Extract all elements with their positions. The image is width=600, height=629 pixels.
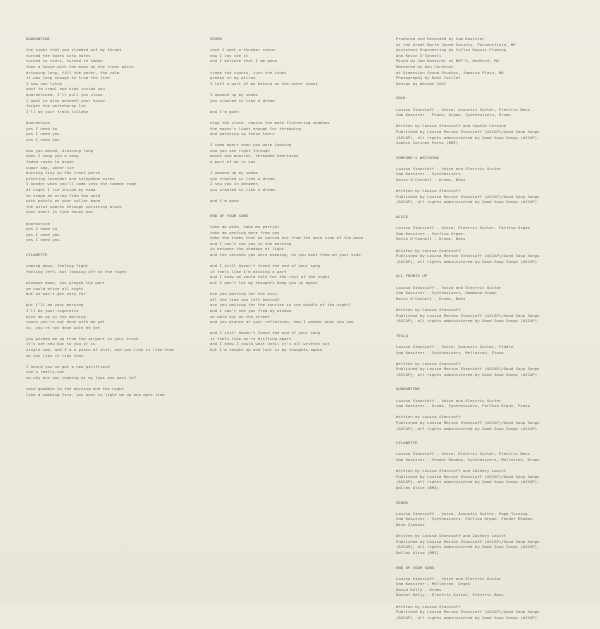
section-title: END OF YOUR SONG bbox=[210, 212, 249, 218]
text-line: Kevin O'Connell - Drums, Bass bbox=[396, 177, 466, 183]
text-line: Assistant Engineering by Collin Dupuis Fleming bbox=[396, 47, 507, 53]
text-line: (ASCAP), all rights administered by Good Soup Songs (ASCAP) bbox=[396, 318, 538, 324]
text-line: Sam Kassirer - Fender Rhodes, Synthesizers, Mellotron, Drums bbox=[396, 457, 540, 462]
text-line: I saw you lying bbox=[26, 80, 62, 86]
text-line: then a house with the moon on the front porch bbox=[26, 63, 134, 69]
text-line: dripping long, fill the water, the calm bbox=[26, 69, 120, 75]
text-line: Published by Louisa Marion Stancioff (ASCAP)/Good Soup Songs bbox=[396, 420, 540, 426]
text-line: it feels like we're drifting apart bbox=[210, 335, 292, 341]
text-line: I heard you've got a new girlfriend bbox=[26, 363, 110, 369]
text-line: and you glance at your reflection, how I wonder what you see bbox=[210, 319, 354, 325]
text-line: Sam Kassirer - Synthesizers, Hammond Organ bbox=[396, 290, 497, 296]
text-line: Louisa Stancioff - Voice and Electric Guitar bbox=[396, 575, 502, 581]
text-line: at night I lie inside my head bbox=[26, 187, 96, 193]
text-line: Published by Louisa Marion Stancioff (ASCAP)/Good Soup Songs bbox=[396, 193, 540, 199]
text-line: stop the clock, unpick the moth fluttering shadows bbox=[210, 119, 330, 125]
text-line: Published by Louisa Marion Stancioff (ASCAP)/Good Soup Songs bbox=[396, 609, 540, 615]
text-line: with petals on your collar bone bbox=[26, 198, 101, 204]
text-line: the night that you climbed out my throat bbox=[26, 47, 122, 53]
text-section bbox=[396, 36, 592, 86]
text-line: quarantine bbox=[26, 220, 50, 226]
text-line: Published by Louisa Marion Stancioff (ASCAP)/Good Soup Songs bbox=[396, 253, 540, 259]
text-line: how you moved, draining long bbox=[26, 147, 93, 153]
text-line: and the seconds you were keeping, oh you kept them on your side bbox=[210, 251, 361, 257]
text-line: now you see right through bbox=[210, 147, 270, 153]
text-line: she's really hot bbox=[26, 369, 65, 375]
text-line: I opened up my seams bbox=[210, 91, 258, 97]
text-line: windows down, you played the part bbox=[26, 279, 105, 285]
text-line: yes I need you bbox=[26, 231, 60, 237]
text-line: you crawled in like a dream bbox=[210, 97, 275, 103]
text-line: at Dimension Sound Studios, Jamaica Plain, MA bbox=[396, 69, 504, 75]
text-line: oh you like it like that bbox=[26, 352, 84, 358]
text-line: Written by Louisa Stancioff bbox=[396, 188, 461, 194]
text-line: take me wanting more from you bbox=[210, 229, 280, 235]
text-line: David Kelly - Drums bbox=[396, 586, 442, 592]
text-line: take me wide, take me partial bbox=[210, 224, 280, 229]
text-line: but I won't let my thoughts keep you up again bbox=[210, 279, 318, 285]
text-line: to shape an arrow from the wold bbox=[26, 192, 101, 198]
text-line: you picked me up from the airport in your truck bbox=[26, 335, 139, 341]
text-line: quarantined, I'll pull you close bbox=[26, 91, 103, 97]
text-line: Kevin O'Connell - Drums, Bass bbox=[396, 236, 466, 242]
text-line: coming down, feeling light bbox=[26, 263, 89, 269]
text-section bbox=[396, 214, 592, 264]
text-line: and I believe that I am gone bbox=[210, 58, 277, 64]
text-line: printing lavender and telephone wires bbox=[26, 175, 115, 181]
text-line: grease in my pillow bbox=[210, 75, 256, 81]
text-line: but we won't get very far bbox=[26, 291, 86, 297]
text-line: (ASCAP), all rights administered by Good Soup Songs (ASCAP) bbox=[396, 258, 538, 264]
text-line: and I know I could wait until it's all written out bbox=[210, 341, 330, 347]
text-line: (ASCAP), all rights administered by Good Soup Songs (ASCAP) bbox=[396, 199, 538, 205]
text-line: Written by Louisa Stancioff and Sophie Corinne bbox=[396, 123, 507, 129]
text-line: Written by Louisa Stancioff bbox=[396, 247, 461, 253]
text-line: it feels like I'm missing a part bbox=[210, 268, 287, 274]
text-section bbox=[210, 36, 390, 204]
text-section bbox=[396, 386, 592, 431]
section-title: ALL FRONTS UP bbox=[396, 273, 428, 279]
text-line: Written by Louisa Stancioff bbox=[396, 360, 461, 366]
text-section bbox=[396, 155, 592, 205]
text-line: Louisa Stancioff - Voice and Electric Guitar bbox=[396, 397, 502, 403]
text-line: Louisa Stancioff - Voice, Acoustic Guitar, Page Turning bbox=[396, 510, 528, 516]
lyrics-column-left bbox=[26, 36, 194, 406]
text-line: sugar sap, water sin bbox=[26, 164, 74, 170]
text-line: Written by Louisa Stancioff bbox=[396, 603, 461, 609]
text-line: bones and muscles, threaded heartache bbox=[210, 153, 299, 159]
text-line: we could drive all night bbox=[26, 285, 84, 291]
text-line: you crawled in like a dream bbox=[210, 187, 275, 193]
text-line: turned the knots into notes bbox=[26, 52, 91, 58]
text-line: like a smoking fire, you want to light me up one more time bbox=[26, 391, 165, 397]
text-line: Sophie Corinne Parks (BMI) bbox=[396, 140, 459, 146]
text-section bbox=[396, 440, 592, 490]
text-line: (ASCAP), all rights administered by Good Soup Songs (ASCAP), bbox=[396, 134, 540, 140]
section-title: SOMEONE'S WATCHING bbox=[396, 154, 440, 160]
text-line: feeling left, but looking off to the right bbox=[26, 268, 127, 274]
text-line: at the Great North Sound Society, Parsonsfield, ME bbox=[396, 41, 516, 47]
text-line: Daniel Kelly - Electric Guitar, Electric Bass bbox=[396, 592, 504, 598]
text-line: (ASCAP), all rights administered by Good Soup Songs (ASCAP), bbox=[396, 544, 540, 550]
text-line: Published by Louisa Marion Stancioff (ASCAP)/Good Soup Songs bbox=[396, 312, 540, 318]
text-line: faded roses to brown bbox=[26, 159, 74, 165]
text-line: (ASCAP), all rights administered by Good Soup Songs (ASCAP) bbox=[396, 371, 538, 377]
text-line: said goodbye to the morning and the night bbox=[26, 386, 125, 392]
text-line: I want to dive beneath your house bbox=[26, 97, 105, 103]
text-line: (ASCAP), all rights administered by Good Soup Songs (ASCAP) bbox=[396, 425, 538, 431]
text-line: yes I need you bbox=[26, 136, 60, 142]
text-line: no, you're not done with me yet bbox=[26, 324, 101, 330]
text-line: you crawled in like a dream bbox=[210, 175, 275, 181]
text-line: trade the counts, turn the tides bbox=[210, 69, 287, 75]
text-line: now I can see it bbox=[210, 52, 249, 58]
text-line: I left a part of me behind on the other coast bbox=[210, 80, 318, 86]
section-title: ALICE bbox=[396, 214, 408, 220]
text-line: cause you're not done with me yet bbox=[26, 319, 105, 325]
text-line: I'll be your cigarette bbox=[26, 307, 79, 313]
text-line: single cab, and I'm a piece of shit, and you like it like that bbox=[26, 347, 175, 353]
text-line: it's not new but to you it is bbox=[26, 341, 96, 347]
text-line: yes I need to bbox=[26, 125, 58, 131]
text-section bbox=[396, 273, 592, 323]
text-line: we walk out on the street bbox=[210, 313, 270, 319]
text-line: it was long enough to trim the line bbox=[26, 75, 110, 81]
text-line: I wonder when you'll come into the common room bbox=[26, 181, 137, 187]
text-line: yes I need you bbox=[26, 131, 60, 137]
text-line: forget the whitehorse lie bbox=[26, 103, 86, 109]
text-line: Sam Kassirer - Mellotron, Organ bbox=[396, 581, 471, 587]
text-line: Kevin O'Connell - Drums, Bass bbox=[396, 295, 466, 301]
text-section bbox=[396, 333, 592, 378]
text-section bbox=[396, 565, 592, 621]
text-line: are you waiting for the kiss bbox=[210, 291, 277, 297]
text-line: Louisa Stancioff - Voice and Electric Guitar bbox=[396, 165, 502, 171]
text-line: Louisa Stancioff - Voice, Acoustic Guitar, Electric Bass bbox=[396, 106, 530, 112]
text-line: (ASCAP), all rights administered by Good Soup Songs (ASCAP) bbox=[396, 614, 538, 620]
text-line: but I'm caught up and lost in my thoughts again bbox=[210, 347, 323, 353]
text-section bbox=[26, 36, 194, 243]
text-line: Louisa Stancioff - Voice, Electric Guitar, Electric Bass bbox=[396, 451, 530, 457]
text-line: turned to stars, turned to smoke bbox=[26, 58, 103, 64]
text-line: quarantine bbox=[26, 119, 50, 125]
text-line: take the times that we carved out from the dark side of the moon bbox=[210, 235, 364, 241]
text-line: and Kevin O'Connell bbox=[396, 52, 442, 58]
text-line: and I'm gone bbox=[210, 198, 239, 204]
text-line: a part of me is you bbox=[210, 159, 256, 165]
text-line: yes I need you bbox=[26, 237, 60, 243]
text-line: Written by Louisa Stancioff and Zachary Lowitt bbox=[396, 468, 507, 474]
text-line: Design by Weston Cohl bbox=[396, 80, 447, 86]
text-line: Sam Kassirer - Synthesizers, Mellotron, Piano bbox=[396, 349, 504, 355]
text-line: Sam Kassirer - Drums, Synthesizers, Farfisa Organ, Piano bbox=[396, 403, 530, 409]
text-line: Published by Louisa Marion Stancioff (ASCAP)/Good Soup Songs bbox=[396, 366, 540, 372]
text-line: Mastered by Dan Cardinal bbox=[396, 63, 454, 69]
text-line: I sew you in between bbox=[210, 181, 258, 187]
section-title: SEAMS bbox=[210, 36, 222, 41]
text-line: all the time you left behind? bbox=[210, 296, 280, 302]
section-title: SEAMS bbox=[396, 499, 408, 505]
text-line: Published by Louisa Marion Stancioff (ASCAP)/Good Soup Songs bbox=[396, 128, 540, 134]
section-title: QUARANTINE bbox=[396, 386, 420, 392]
credits-column-right bbox=[396, 36, 592, 629]
text-line: Louisa Stancioff - Voice, Electric Guitar, Farfisa Organ bbox=[396, 225, 530, 231]
text-line: are you waiting for the sunrise in the middle of the night? bbox=[210, 302, 352, 308]
text-line: Written by Louisa Stancioff bbox=[396, 414, 461, 420]
text-line: Published by Louisa Marion Stancioff (ASCAP)/Good Soup Songs bbox=[396, 473, 540, 479]
text-line: and I can't see you from my window bbox=[210, 307, 292, 313]
text-line: Sam Kassirer - Farfisa Organ bbox=[396, 230, 463, 236]
text-line: and I'm gone bbox=[210, 108, 239, 114]
text-line: but I'll be your morning bbox=[26, 302, 84, 308]
text-line: I come apart when you were looking bbox=[210, 142, 292, 148]
lyrics-column-middle bbox=[210, 36, 390, 362]
text-line: Louisa Stancioff - Voice and Electric Guitar bbox=[396, 284, 502, 290]
text-line: burning tiny on the front porch bbox=[26, 170, 101, 176]
text-line: want to crawl and hide inside you bbox=[26, 86, 105, 92]
section-title: CYLANETTE bbox=[26, 251, 48, 257]
text-line: in between the shadows of light bbox=[210, 246, 285, 252]
text-line: pick me up in the morning bbox=[26, 313, 86, 319]
section-title: CYLANETTE bbox=[396, 440, 418, 446]
text-line: and patching up these tears bbox=[210, 131, 275, 137]
text-line: I'll be your track lullaby bbox=[26, 108, 89, 114]
text-line: Produced and Recorded by Sam Kassirer bbox=[396, 36, 485, 41]
text-line: Louisa Stancioff - Voice, Acoustic Guitar, Fiddle bbox=[396, 343, 514, 349]
text-section bbox=[210, 213, 390, 353]
text-line: your heart is like honey wax bbox=[26, 209, 93, 215]
section-title: TESLA bbox=[396, 332, 408, 338]
text-line: and I know we could talk for the rest of the night bbox=[210, 274, 330, 280]
text-line: yes I need to bbox=[26, 226, 58, 232]
text-line: I opened up my seams bbox=[210, 170, 258, 176]
text-line: Published by Louisa Marion Stancioff (ASCAP)/Good Soup Songs bbox=[396, 538, 540, 544]
text-section bbox=[396, 95, 592, 145]
section-title: QUARANTINE bbox=[26, 36, 50, 41]
text-line: so why are you looking at my lips you want to? bbox=[26, 375, 137, 381]
text-line: the pilot sparks through splitting black bbox=[26, 203, 122, 209]
text-line: the moons's light enough for threading bbox=[210, 125, 301, 131]
text-line: Mixed by Sam Kassirer at BRT'S, Bedford, MA bbox=[396, 58, 499, 64]
text-line: Dallas Alice (BMI) bbox=[396, 549, 440, 555]
text-section bbox=[396, 500, 592, 556]
text-line: Written by Louisa Stancioff bbox=[396, 306, 461, 312]
section-title: GOLD bbox=[396, 95, 406, 101]
text-line: Sam Kassirer - Synthesizers bbox=[396, 171, 461, 177]
section-title: END OF YOUR SONG bbox=[396, 564, 435, 570]
text-line: and I still haven't found the end of your song bbox=[210, 263, 321, 269]
text-line: Sam Kassirer - Piano, Organ, Synthesizers, Drums bbox=[396, 112, 511, 118]
text-section bbox=[26, 252, 194, 397]
text-line: Wine Glasses bbox=[396, 521, 425, 527]
text-line: when I sang you a song bbox=[26, 153, 79, 159]
text-line: and I still haven't found the end of your song bbox=[210, 330, 321, 336]
text-line: Sam Kassirer - Synthesizers, Farfisa Organ, Fender Rhodes, bbox=[396, 516, 535, 522]
text-line: Photography by Kate Coillet bbox=[396, 75, 461, 81]
text-line: Dallas Alice (BMI) bbox=[396, 484, 440, 490]
text-line: (ASCAP), all rights administered by Good Soup Songs (ASCAP), bbox=[396, 479, 540, 485]
text-line: Written by Louisa Stancioff and Zachary Lowitt bbox=[396, 533, 507, 539]
text-line: and I can't see you in the morning bbox=[210, 240, 292, 246]
text-line: said I want a thunder storm bbox=[210, 47, 275, 53]
